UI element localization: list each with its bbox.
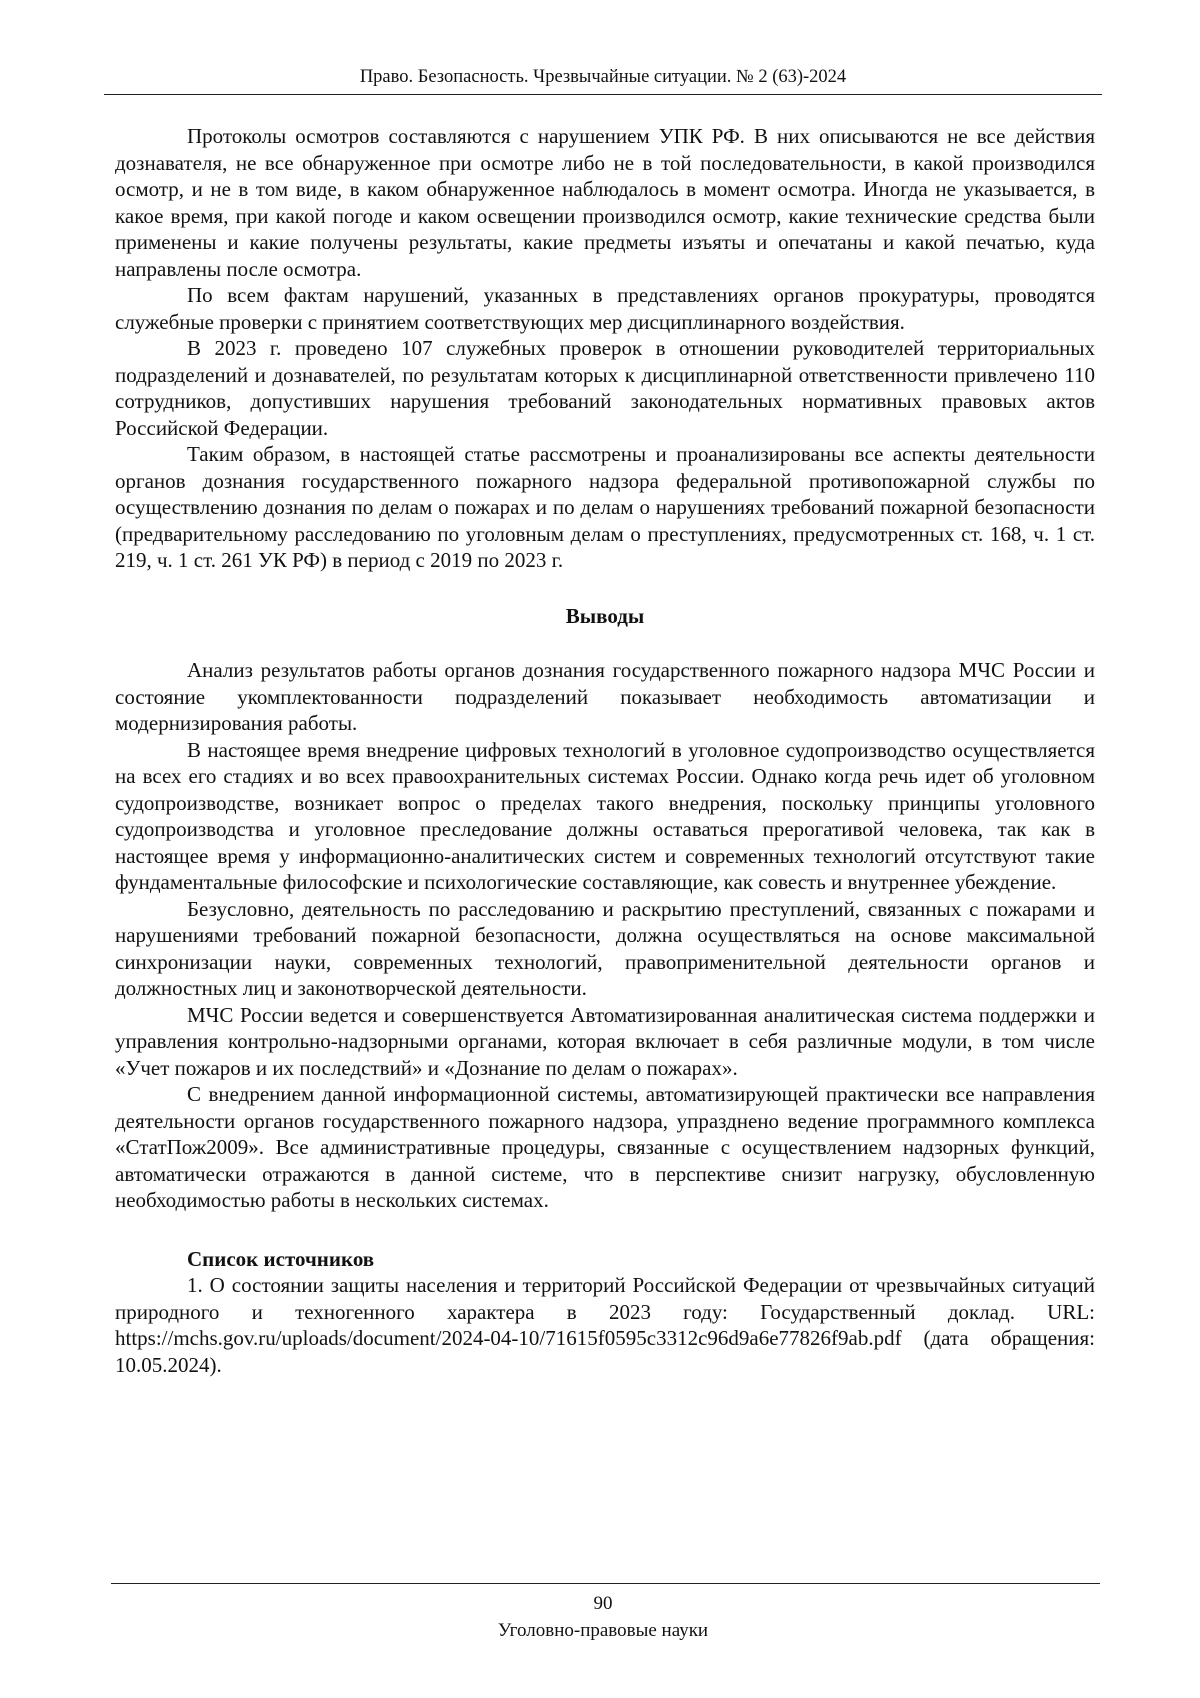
paragraph: В 2023 г. проведено 107 служебных проверок в отношении руководителей территориальных подразделений и дознавателей, по результатам которых к дисциплинарной ответственности привлечено 110 сотрудников, допустивших нарушения требований законодательных нормативных правовых актов Российской Федерации. <box>115 336 1095 440</box>
page-number: 90 <box>593 1593 613 1614</box>
paragraph: МЧС России ведется и совершенствуется Автоматизированная аналитическая система поддержки и управления контрольно-надзорными органами, которая включает в себя различные модули, в том числе «Учет пожаров и их последствий» и «Дознание по делам о пожарах». <box>115 1002 1095 1080</box>
conclusions-heading: Выводы <box>565 603 645 628</box>
paragraph: Безусловно, деятельность по расследованию и раскрытию преступлений, связанных с пожарами и нарушениями требований пожарной безопасности, должна осуществляться на основе максимальной синхронизации науки, современных технологий, правоприменительной деятельности органов и должностных лиц и законотворческой деятельности. <box>115 896 1095 1000</box>
paragraph: В настоящее время внедрение цифровых технологий в уголовное судопроизводство осуществляется на всех его стадиях и во всех правоохранительных системах России. Однако когда речь идет об уголовном судопроизводстве, возникает вопрос о пределах такого внедрения, поскольку принципы уголовного судопроизводства и уголовное преследование должны оставаться прерогативой человека, так как в настоящее время у информационно-аналитических систем и современных технологий отсутствуют такие фундаментальные философские и психологические составляющие, как совесть и внутреннее убеждение. <box>115 737 1095 894</box>
paragraph: Таким образом, в настоящей статье рассмотрены и проанализированы все аспекты деятельности органов дознания государственного пожарного надзора федеральной противопожарной службы по осуществлению дознания по делам о пожарах и по делам о нарушениях требований пожарной безопасности (предварительному расследованию по уголовным делам о преступлениях, предусмотренных ст. 168, ч. 1 ст. 219, ч. 1 ст. 261 УК РФ) в период с 2019 по 2023 г. <box>115 442 1095 572</box>
paragraph: По всем фактам нарушений, указанных в представлениях органов прокуратуры, проводятся служебные проверки с принятием соответствующих мер дисциплинарного воздействия. <box>115 283 1095 334</box>
section-name: Уголовно-правовые науки <box>497 1620 709 1641</box>
paragraph: С внедрением данной информационной системы, автоматизирующей практически все направления деятельности органов государственного пожарного надзора, упразднено ведение программного комплекса «СтатПож2009». Все административные процедуры, связанные с осуществлением надзорных функций, автоматически отражаются в данной системе, что в перспективе снизит нагрузку, обусловленную необходимостью работы в нескольких системах. <box>115 1082 1095 1212</box>
paragraph: Анализ результатов работы органов дознания государственного пожарного надзора МЧС России и состояние укомплектованности подразделений показывает необходимость автоматизации и модернизирования работы. <box>115 658 1095 735</box>
header-divider <box>104 94 1102 95</box>
footer-divider <box>111 1583 1100 1584</box>
running-header: Право. Безопасность. Чрезвычайные ситуации. № 2 (63)-2024 <box>359 67 847 87</box>
article-body <box>115 123 1095 1378</box>
sources-heading: Список источников <box>187 1246 375 1271</box>
paragraph: Протоколы осмотров составляются с нарушением УПК РФ. В них описываются не все действия дознавателя, не все обнаруженное при осмотре либо не в той последовательности, в какой производился осмотр, и не в том виде, в каком обнаруженное наблюдалось в момент осмотра. Иногда не указывается, в какое время, при какой погоде и каком освещении производился осмотр, какие технические средства были применены и какие получены результаты, какие предметы изъяты и опечатаны и какой печатью, куда направлены после осмотра. <box>115 124 1095 281</box>
source-item: 1. О состоянии защиты населения и территорий Российской Федерации от чрезвычайных ситуаций природного и техногенного характера в 2023 году: Государственный доклад. URL: https://mchs.gov.ru/uploads/document/2024-04-10/71615f0595c3312c96d9a6e77826f9ab.pdf (дата обращения: 10.05.2024). <box>115 1273 1095 1377</box>
